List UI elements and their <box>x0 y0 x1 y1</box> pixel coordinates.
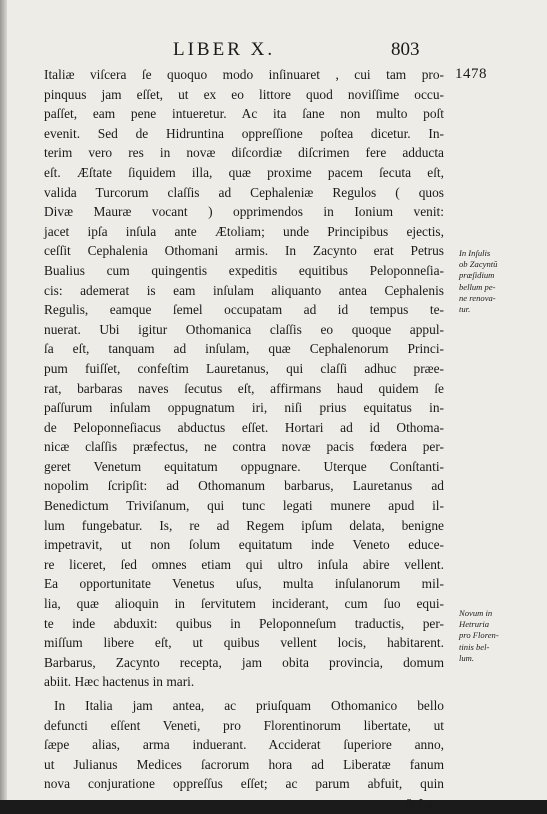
text-line: Benedictum Triviſanum, qui tunc legati munere apud il- <box>44 498 444 514</box>
text-line: Ea opportunitate Venetus uſus, multa inſulanorum mil- <box>44 576 444 592</box>
text-line: de Peloponneſiacus abductus eſſet. Hortari ad id Othoma- <box>44 419 444 435</box>
text-line: nova conjuratione oppreſſus eſſet; ac parum abfuit, quin <box>44 776 444 792</box>
margin-note-etruria <box>459 608 539 664</box>
text-line: pinquus jam eſſet, ut ex eo littore quod noviſſime occu- <box>44 86 444 102</box>
catchword: & Lau- <box>404 795 444 811</box>
text-line: Bualius cum quingentis expeditis equitibus Peloponneſia- <box>44 262 444 278</box>
text-line: eſt. Æſtate ſiquidem illa, quæ proxime pacem ſecuta eſt, <box>44 164 444 180</box>
text-line: paſſet, eam pene intueretur. Ac ita ſane non multo poſt <box>44 106 444 122</box>
text-line: te inde abduxit: quibus in Peloponneſum traductis, per- <box>44 615 444 631</box>
margin-note-line: bellum pe- <box>459 281 496 292</box>
margin-note-line: In Inſulis <box>459 248 491 258</box>
margin-note-line: tur. <box>459 304 471 315</box>
text-line: paſſurum inſulam oppugnatum iri, niſi prius equitatus in- <box>44 400 444 416</box>
text-line: Barbarus, Zacynto recepta, jam obita provincia, domum <box>44 654 444 670</box>
text-line: lum fungebatur. Is, re ad Regem ipſum delata, benigne <box>44 517 444 533</box>
text-line: Regulis, eamque ſemel occupatam ad id tempus te- <box>44 302 444 318</box>
text-line: Italiæ viſcera ſe quoquo modo inſinuaret , cui tam pro- <box>44 67 444 82</box>
text-line: ceſſit Cephalenia Othomani armis. In Zacynto erat Petrus <box>44 243 444 259</box>
text-line: rat, barbaras naves ſecutus eſt, affirmans haud quidem ſe <box>44 380 444 396</box>
text-line: valida Turcorum claſſis ad Cephaleniæ Regulos ( quos <box>44 184 444 200</box>
main-text-block <box>44 65 444 814</box>
year-marker: 1478 <box>455 66 487 82</box>
text-line: ſæpe alias, arma induerant. Acciderat ſuperiore anno, <box>44 737 444 753</box>
text-line: jacet ipſa inſula ante Ætoliam; unde Principibus ejectis, <box>44 223 444 239</box>
paragraph-start-line: In Italia jam antea, ac priuſquam Othomanico bello <box>54 698 444 713</box>
margin-note-line: præſidium <box>459 270 495 281</box>
text-line: nicæ claſſis præfectus, ne contra novæ pacis fœdera per- <box>44 439 444 455</box>
running-head: LIBER X. <box>173 39 276 60</box>
margin-note-line: pro Floren- <box>459 630 499 641</box>
page-number: 803 <box>391 39 420 60</box>
text-line: ut Julianus Medices ſacrorum hora ad Liberatæ fanum <box>44 756 444 772</box>
text-line: ſa eſt, tanquam ad inſulam, quæ Cephalenorum Princi- <box>44 341 444 357</box>
margin-note-line: Hetruria <box>459 619 490 630</box>
margin-note-line: Novum in <box>459 608 493 618</box>
text-line: Divæ Mauræ vocant ) opprimendos in Ionium venit: <box>44 204 444 220</box>
text-line: miſſum libere eſt, ut quibus vellent locis, habitarent. <box>44 635 444 651</box>
text-line: evenit. Sed de Hidruntina oppreſſione poſtea dicetur. In- <box>44 125 444 141</box>
text-line: abiit. Hæc hactenus in mari. <box>44 674 195 690</box>
text-line: cis: ademerat is eam inſulam aliquanto antea Cephalenis <box>44 282 444 298</box>
margin-note-line: tinis bel- <box>459 641 490 652</box>
text-line: impetravit, ut non ſolum equitatum inde Veneto educe- <box>44 537 444 553</box>
text-line: nuerat. Ubi igitur Othomanica claſſis eo quoque appul- <box>44 321 444 337</box>
text-line: nopolim ſcripſit: ad Othomanum barbarus, Lauretanus ad <box>44 478 444 494</box>
text-line: re liceret, ſed omnes etiam qui ultro inſula abire vellent. <box>44 556 444 572</box>
text-line: geret Venetum equitatum oppugnare. Uterque Conſtanti- <box>44 458 444 474</box>
margin-note-line: ne renova- <box>459 292 496 303</box>
text-line: terim vero res in novæ diſcordiæ diſcrimen fere adducta <box>44 145 444 161</box>
margin-note-line: ob Zacyntū <box>459 259 498 270</box>
page-edge-shadow <box>0 0 7 800</box>
margin-note-zacynthus <box>459 248 539 315</box>
text-line: lia, quæ alioquin in ſervitutem inciderant, cum ſuo equi- <box>44 596 444 612</box>
text-line: defuncti eſſent Veneti, pro Florentinorum libertate, ut <box>44 717 444 733</box>
margin-note-line: lum. <box>459 652 475 663</box>
text-line: pum fuiſſet, confeſtim Lauretanus, qui claſſi adhuc præe- <box>44 360 444 376</box>
